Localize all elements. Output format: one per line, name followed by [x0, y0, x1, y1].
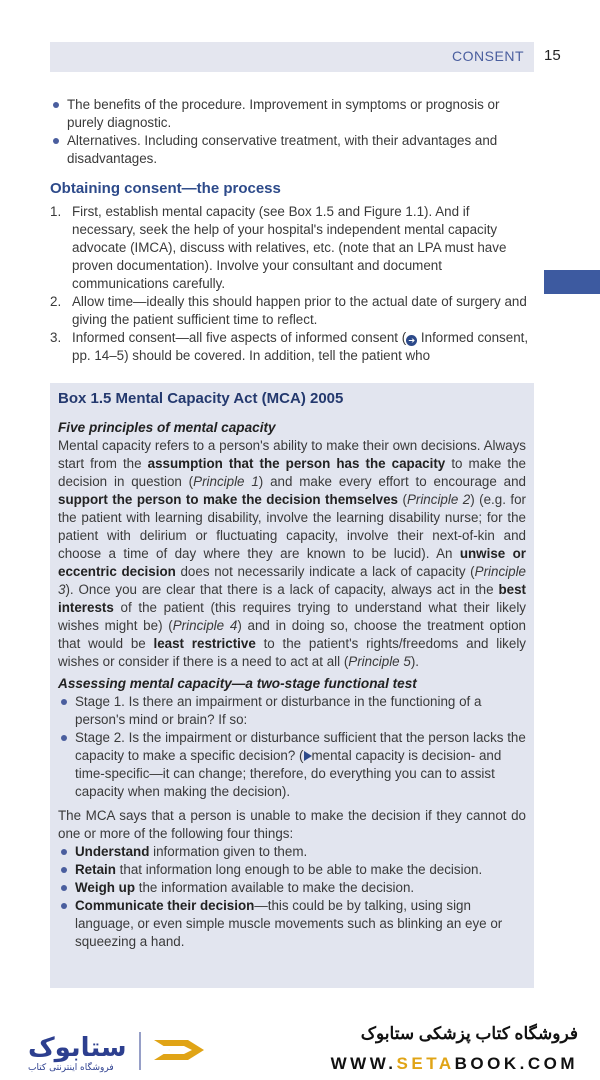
page-number: 15	[544, 47, 561, 64]
store-footer	[0, 1012, 600, 1080]
list-item	[50, 329, 534, 365]
cross-reference-icon: ➔	[406, 335, 417, 346]
text-run: —this could be by talking, using sign language, or even simple muscle movements such as blinking an eye or squeezing a hand.	[75, 898, 503, 949]
text-run: to make the decision in question (	[58, 456, 526, 489]
text-run: (	[398, 492, 407, 507]
store-name: فروشگاه کتاب پزشکی ستابوک	[360, 1024, 578, 1043]
text-run: ) and make every effort to encourage and	[258, 474, 526, 489]
list-item	[58, 897, 526, 951]
list-item	[58, 879, 526, 897]
text-run: does not necessarily indicate a lack of capacity (	[175, 564, 475, 579]
four-things-list	[58, 843, 526, 951]
subheading: Assessing mental capacity—a two-stage functional test	[58, 676, 417, 691]
list-item: Stage 1. Is there an impairment or disturbance in the functioning of a person's mind or brain? If so:	[58, 693, 526, 729]
url-part: BOOK.COM	[454, 1054, 578, 1073]
logo-tagline: فروشگاه اینترنتی کتاب	[28, 1063, 114, 1073]
step-text: Informed consent, pp. 14–5) should be covered. In addition, tell the patient who	[72, 330, 529, 363]
principle-ref: Principle 3	[58, 564, 527, 597]
principle-ref: Principle 2	[406, 492, 471, 507]
principles-paragraph	[58, 437, 526, 671]
subheading: Five principles of mental capacity	[58, 420, 276, 435]
running-header	[50, 42, 534, 72]
principle-ref: Principle 4	[172, 618, 238, 633]
list-item	[58, 861, 526, 879]
mca-intro: The MCA says that a person is unable to make the decision if they cannot do one or more of the following four things:	[58, 808, 526, 841]
emphasis: assumption that the person has the capacity	[147, 456, 446, 471]
url-part: WWW.	[330, 1054, 397, 1073]
store-url	[331, 1054, 578, 1074]
emphasis: Communicate their decision	[75, 898, 255, 913]
emphasis: unwise or eccentric decision	[58, 546, 526, 579]
text-run: mental capacity is decision- and time-specific—it can change; therefore, do everything you can to assist capacity when making the decision).	[75, 748, 502, 799]
important-note-icon	[304, 751, 312, 761]
emphasis: Weigh up	[75, 880, 136, 895]
emphasis: support the person to make the decision themselves	[58, 492, 399, 507]
box-title: Box 1.5 Mental Capacity Act (MCA) 2005	[58, 390, 344, 407]
text-run: ) and in doing so, choose the treatment option that would be	[58, 618, 526, 651]
logo-wordmark: ستابوک	[28, 1033, 127, 1063]
step-text: First, establish mental capacity (see Box 1.5 and Figure 1.1). And if necessary, seek the help of your hospital's independent mental capacity advocate (IMCA), discuss with relatives, etc. (note that an LPA must have proven documentation). Involve your consultant and document communications carefully.	[72, 204, 507, 291]
step-number: 1.	[50, 204, 62, 219]
list-item: Alternatives. Including conservative treatment, with their advantages and disadvantages.	[50, 132, 534, 168]
step-number: 3.	[50, 330, 62, 345]
top-bullet-list	[50, 96, 534, 168]
list-item	[50, 203, 534, 293]
step-number: 2.	[50, 294, 62, 309]
text-run: ) (e.g. for the patient with learning disability, involve the learning disability nurse; for the patient with delirium or fluctuating capacity, involve their next-of-kin and choose a time of day where they are known to be lucid). An	[58, 492, 526, 561]
text-run: ).	[410, 654, 419, 669]
emphasis: Retain	[75, 862, 116, 877]
text-run: Mental capacity refers to a person's ability to make their own decisions. Always start from the	[58, 438, 526, 471]
stage-list	[58, 693, 526, 801]
text-run: of the patient (this requires trying to understand what their likely wishes might be) (	[58, 600, 526, 633]
process-steps-container	[50, 203, 534, 365]
principle-ref: Principle 5	[348, 654, 411, 669]
section-title: CONSENT	[452, 48, 524, 64]
process-steps	[50, 203, 534, 365]
top-bullet-list-container	[50, 96, 534, 168]
emphasis: Understand	[75, 844, 150, 859]
emphasis: least restrictive	[153, 636, 256, 651]
box-body	[58, 419, 526, 951]
principle-ref: Principle 1	[193, 474, 259, 489]
step-text: Informed consent—all five aspects of informed consent (	[72, 330, 407, 345]
list-item	[58, 729, 526, 801]
list-item	[58, 843, 526, 861]
url-part-highlight: SETA	[396, 1054, 455, 1073]
text-run: information given to them.	[149, 844, 308, 859]
text-run: to the patient's rights/freedoms and likely wishes or consider if there is a need to act at all (	[58, 636, 526, 669]
chapter-thumb-tab	[544, 270, 600, 294]
setabook-logo-icon	[22, 1026, 222, 1074]
step-text: Allow time—ideally this should happen prior to the actual date of surgery and giving the patient sufficient time to reflect.	[72, 294, 527, 327]
section-heading: Obtaining consent—the process	[50, 180, 281, 197]
list-item	[50, 293, 534, 329]
info-box	[50, 383, 534, 988]
text-run: ). Once you are clear that there is a lack of capacity, always act in the	[65, 582, 499, 597]
emphasis: best interests	[58, 582, 526, 615]
list-item: The benefits of the procedure. Improvement in symptoms or prognosis or purely diagnostic.	[50, 96, 534, 132]
text-run: Stage 2. Is the impairment or disturbance sufficient that the person lacks the capacity to make a specific decision? (	[75, 730, 526, 763]
text-run: the information available to make the decision.	[135, 880, 415, 895]
text-run: that information long enough to be able to make the decision.	[115, 862, 483, 877]
